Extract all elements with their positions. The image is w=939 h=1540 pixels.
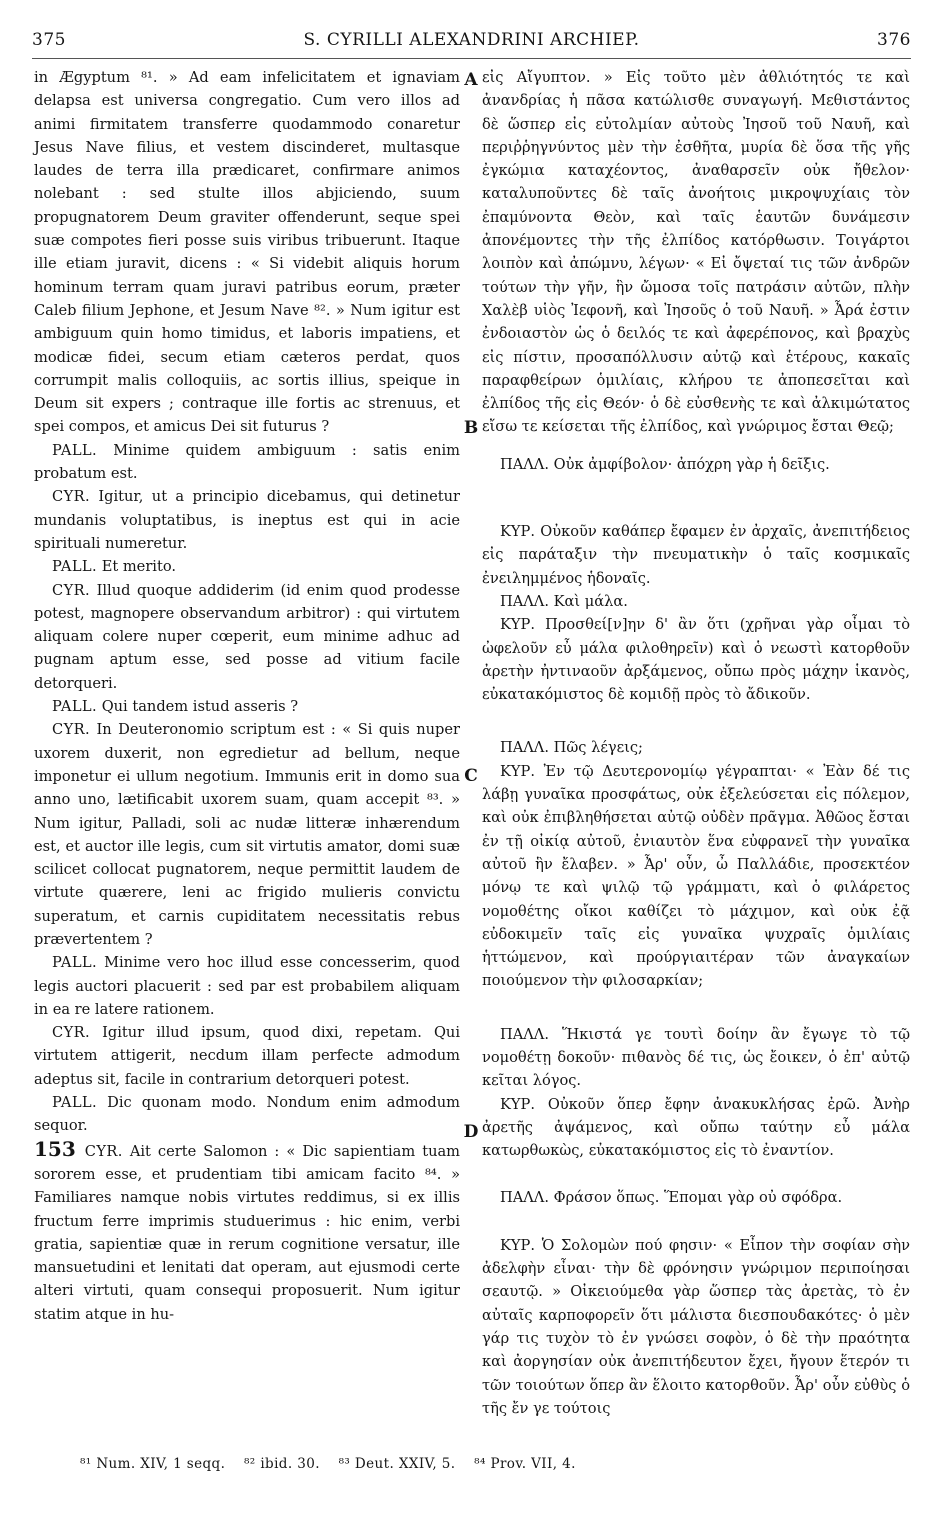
latin-paragraph — [34, 718, 460, 951]
speaker-label: ΠΑΛΛ. — [500, 739, 549, 757]
speech-text: In Deuteronomio scriptum est : « Si quis nuper uxorem duxerit, non egredietur ad bellum, neque imponetur ei ullum negotium. Immunis erit in domo sua anno uno, lætificabit uxorem suam, quam accepit ⁸³. » Num igitur, Palladi, soli ac nudæ litteræ inhærendum est, et auctor ille legis, cum sit virtutis amator, domi suæ scilicet collocat pugnatorem, neque permittit laudem de virtute quærere, leni ac frigido mulieris convictu superatum, et carnis cupiditatem necessitatis rebus prævertentem ? — [34, 721, 461, 948]
greek-paragraph — [482, 1186, 910, 1209]
header-rule — [32, 58, 911, 59]
greek-paragraph — [482, 1023, 910, 1093]
latin-paragraph — [34, 439, 460, 486]
speech-text: Πῶς λέγεις; — [553, 739, 643, 757]
footnote: ⁸¹ Num. XIV, 1 seqq. — [80, 1456, 226, 1472]
speaker-label: ΚΥΡ. — [500, 1236, 535, 1254]
speaker-label: PALL. — [52, 558, 98, 576]
speech-text: Οὐκοῦν ὅπερ ἔφην ἀνακυκλήσας ἐρῶ. Ἀνὴρ ἀρετῆς ἀψάμενος, καὶ οὔπω ταύτην εὖ μάλα κατωρθωκὼς, εὐκατακόμιστος εἰς τὸ ἐναντίον. — [482, 1095, 910, 1160]
speech-text: Προσθεί[ν]ην δ' ἂν ὅτι (χρῆναι γὰρ οἶμαι τὸ ὠφελοῦν εὖ μάλα φιλοθηρεῖν) καὶ ὁ νεωστὶ κατορθοῦν ἀρετὴν ἠντιναοῦν ἀρξάμενος, οὔπω πρὸς μάχην ἱκανὸς, εὐκατακόμιστος δὲ κομιδῇ πρὸς τὸ ἄδικοῦν. — [482, 616, 910, 704]
speaker-label: CYR. — [52, 488, 91, 506]
latin-paragraph — [34, 1138, 460, 1326]
footnote: ⁸⁴ Prov. VII, 4. — [474, 1456, 576, 1472]
greek-paragraph — [482, 453, 910, 476]
footnotes — [80, 1456, 859, 1472]
greek-paragraph — [482, 1234, 910, 1420]
latin-paragraph — [34, 579, 460, 695]
latin-paragraph — [34, 1091, 460, 1138]
greek-paragraph — [482, 613, 910, 706]
latin-column — [34, 66, 460, 1446]
greek-paragraph — [482, 1093, 910, 1163]
speaker-label: ΠΑΛΛ. — [500, 592, 549, 610]
margin-marker-c: C — [464, 766, 478, 786]
speech-text: Φράσον ὅπως. Ἕπομαι γὰρ οὐ σφόδρα. — [553, 1189, 843, 1207]
speaker-label: PALL. — [52, 441, 98, 459]
speech-text: Minime vero hoc illud esse concesserim, quod legis auctori placuerit : sed par est probabilem aliquam in ea re latere rationem. — [34, 954, 461, 1018]
speaker-label: PALL. — [52, 1094, 98, 1112]
speaker-label: ΚΥΡ. — [500, 762, 535, 780]
margin-marker-d: D — [463, 1122, 479, 1142]
speaker-label: CYR. — [84, 1142, 123, 1160]
latin-paragraph — [34, 1021, 460, 1091]
speaker-label: CYR. — [52, 721, 91, 739]
speaker-label: ΠΑΛΛ. — [500, 455, 549, 473]
speech-text: Ἐν τῷ Δευτερονομίῳ γέγραπται· « Ἐὰν δέ τις λάβῃ γυναῖκα προσφάτως, οὐκ ἐξελεύσεται εἰς πόλεμον, καὶ οὐκ ἐπιβληθήσεται αὐτῷ οὐδὲν πρᾶγμα. Ἀθῶος ἔσται ἐν τῇ οἰκίᾳ αὐτοῦ, ἐνιαυτὸν ἕνα εὐφρανεῖ τὴν γυναῖκα αὐτοῦ ἣν ἔλαβεν. » Ἆρ' οὖν, ὦ Παλλάδιε, προσεκτέον μόνῳ τε καὶ ψιλῷ τῷ γράμματι, καὶ ὁ φιλάρετος νομοθέτης οἴκοι καθίζει τὸ μάχιμον, καὶ οὐκ ἐᾷ εὐδοκιμεῖν ταῖς εἰς γυναῖκα ψυχραῖς ὁμιλίαις ἡττώμενον, καὶ προύργιαιτέραν τῶν ἀναγκαίων ποιούμενον τὴν φιλοσαρκίαν; — [482, 762, 910, 990]
greek-paragraph — [482, 520, 910, 590]
speech-text: Οὐκοῦν καθάπερ ἔφαμεν ἐν ἀρχαῖς, ἀνεπιτήδειος εἰς παράταξιν τὴν πνευματικὴν ὁ ταῖς κοσμικαῖς ἐνειλημμένος ἡδοναῖς. — [482, 523, 911, 587]
greek-paragraph — [482, 736, 910, 759]
latin-paragraph — [34, 555, 460, 578]
speech-text: Ait certe Salomon : « Dic sapientiam tuam sororem esse, et prudentiam tibi amicam facito ⁸⁴. » Familiares namque nobis virtutes reddimus, si ex illis fructum ferre imprimis studuerimus : hic enim, verbi gratia, sapientiæ quæ in rerum cognitione versatur, ille mansuetudini et lenitati dat operam, aut ejusmodi certe alteri virtuti, quam consequi proposuerit. Num igitur statim atque in hu- — [34, 1142, 461, 1323]
speaker-label: PALL. — [52, 954, 98, 972]
speaker-label: ΚΥΡ. — [500, 523, 535, 541]
latin-paragraph: in Ægyptum ⁸¹. » Ad eam infelicitatem et ignaviam delapsa est universa congregatio. Cum vero illos ad animi firmitatem transferre quodammodo conaretur Jesus Nave filius, et vestem discinderet, multasque laudes de terra illa prædicaret, confirmare animos nolebant : sed stulte illos abjiciendo, suum propugnatorem Deum graviter offenderunt, seque spei suæ compotes fieri posse suis viribus tribuerunt. Itaque ille etiam juravit, dicens : « Si videbit aliquis horum hominum terram quam juravi patribus eorum, præter Caleb filium Jephone, et Jesum Nave ⁸². » Num igitur est ambiguum quin homo timidus, et laboris impatiens, et modicæ fidei, secum etiam cæteros perdat, quos corrumpit malis colloquiis, ac sortis illius, speique in Deum sit expers ; contraque ille fortis ac strenuus, et spei compos, et amicus Dei sit futurus ? — [34, 69, 460, 436]
margin-marker-a: A — [464, 70, 478, 90]
speaker-label: PALL. — [52, 698, 98, 716]
speaker-label: ΠΑΛΛ. — [500, 1189, 549, 1207]
speech-text: Dic quonam modo. Nondum enim admodum sequor. — [34, 1094, 460, 1135]
greek-paragraph — [482, 590, 910, 613]
page-number-right: 376 — [877, 30, 911, 50]
footnote: ⁸² ibid. 30. — [244, 1456, 320, 1472]
speech-text: Et merito. — [101, 558, 176, 576]
speech-text: Ἥκιστά γε τουτὶ δοίην ἂν ἔγωγε τὸ τῷ νομοθέτῃ δοκοῦν· πιθανὸς δέ τις, ὡς ἔοικεν, ὁ ἐπ' αὐτῷ κεῖται λόγος. — [482, 1025, 911, 1090]
greek-column — [482, 66, 910, 1446]
speech-text: Qui tandem istud asseris ? — [101, 698, 299, 716]
latin-paragraph — [34, 695, 460, 718]
page-header — [32, 30, 911, 58]
speech-text: Καὶ μάλα. — [553, 592, 628, 610]
speech-text: Illud quoque addiderim (id enim quod prodesse potest, magnopere observandum arbitror) : qui virtutem aliquam colere nuper cœperit, eum minime adhuc ad pugnam aptum esse, sed posse ad vitium facile detorqueri. — [34, 581, 461, 692]
speech-text: Igitur illud ipsum, quod dixi, repetam. Qui virtutem attigerit, necdum illam perfecte admodum adeptus sit, facile in contrarium detorqueri potest. — [34, 1024, 460, 1088]
greek-paragraph — [482, 760, 910, 993]
speaker-label: ΚΥΡ. — [500, 616, 535, 634]
speaker-label: CYR. — [52, 581, 91, 599]
speech-text: Minime quidem ambiguum : satis enim probatum est. — [34, 441, 460, 483]
page-number-left: 375 — [32, 30, 66, 50]
speaker-label: ΠΑΛΛ. — [500, 1025, 549, 1043]
speaker-label: ΚΥΡ. — [500, 1095, 535, 1113]
latin-paragraph — [34, 485, 460, 555]
latin-paragraph — [34, 951, 460, 1021]
margin-marker-b: B — [463, 418, 479, 438]
running-title: S. CYRILLI ALEXANDRINI ARCHIEP. — [303, 30, 640, 50]
footnote: ⁸³ Deut. XXIV, 5. — [338, 1456, 456, 1472]
speaker-label: CYR. — [52, 1024, 91, 1042]
folio-number: 153 — [34, 1136, 76, 1161]
speech-text: Ὁ Σολομὼν πού φησιν· « Εἶπον τὴν σοφίαν σὴν ἀδελφὴν εἶναι· τὴν δὲ φρόνησιν γνώριμον περιποίησαι σεαυτῷ. » Οἰκειούμεθα γὰρ ὥσπερ τὰς ἀρετὰς, τὸ ἐν αὐταῖς καρποφορεῖν ὅτι μάλιστα διεσπουδακότες· ὁ μὲν γάρ τις τυχὸν τὸ ἐν γνώσει σοφὸν, ὁ δὲ τὴν πραότητα καὶ ἀοργησίαν οὐκ ἀνεπιτήδευτον ἔχει, ἤγουν ἕτερόν τι τῶν τοιούτων ὅπερ ἂν ἕλοιτο κατορθοῦν. Ἆρ' οὖν εὐθὺς ὁ τῆς ἔν γε τούτοις — [482, 1236, 910, 1417]
greek-paragraph: εἰς Αἴγυπτον. » Εἰς τοῦτο μὲν ἀθλιότητός τε καὶ ἀνανδρίας ἡ πᾶσα κατώλισθε συναγωγή. Μεθιστάντος δὲ ὥσπερ εἰς εὐτολμίαν αὐτοὺς Ἰησοῦ τοῦ Ναυῆ, καὶ περιῤῥηγνύντος μὲν τὴν ἐσθῆτα, μυρία δὲ ὅσα τῆς γῆς ἐγκώμια καταχέοντος, ἀναθαρσεῖν οὐκ ἤθελον· καταλυποῦντες δὲ ταῖς ἀνοήτοις μικροψυχίαις τὸν ἐπαμύνοντα Θεὸν, καὶ ταῖς ἑαυτῶν δυνάμεσιν ἀπονέμοντες τὴν τῆς ἐλπίδος κατόρθωσιν. Τοιγάρτοι λοιπὸν καὶ ἀπώμνυ, λέγων· « Εἰ ὄψεταί τις τῶν ἀνδρῶν τούτων τὴν γῆν, ἣν ὤμοσα τοῖς πατράσιν αὐτῶν, πλὴν Χαλὲβ υἱὸς Ἰεφονῆ, καὶ Ἰησοῦς ὁ τοῦ Ναυῆ. » Ἆρά ἐστιν ἐνδοιαστὸν ὡς ὁ δειλός τε καὶ ἀφερέπονος, καὶ βραχὺς εἰς πίστιν, προσαπόλλυσιν αὐτῷ καὶ ἑτέρους, κακαῖς παραφθείρων ὁμιλίαις, κλήρου τε ἀποπεσεῖται καὶ ἐλπίδος τῆς εἰς Θεόν· ὁ δὲ εὐσθενὴς τε καὶ ἀλκιμώτατος εἴσω τε κείσεται τῆς ἐλπίδος, καὶ γνώριμος ἔσται Θεῷ; — [482, 69, 910, 436]
speech-text: Igitur, ut a principio dicebamus, qui detinetur mundanis voluptatibus, is ineptus est qui in acie spirituali numeretur. — [34, 488, 460, 552]
speech-text: Οὐκ ἀμφίβολον· ἀπόχρη γὰρ ἡ δεῖξις. — [553, 455, 830, 473]
